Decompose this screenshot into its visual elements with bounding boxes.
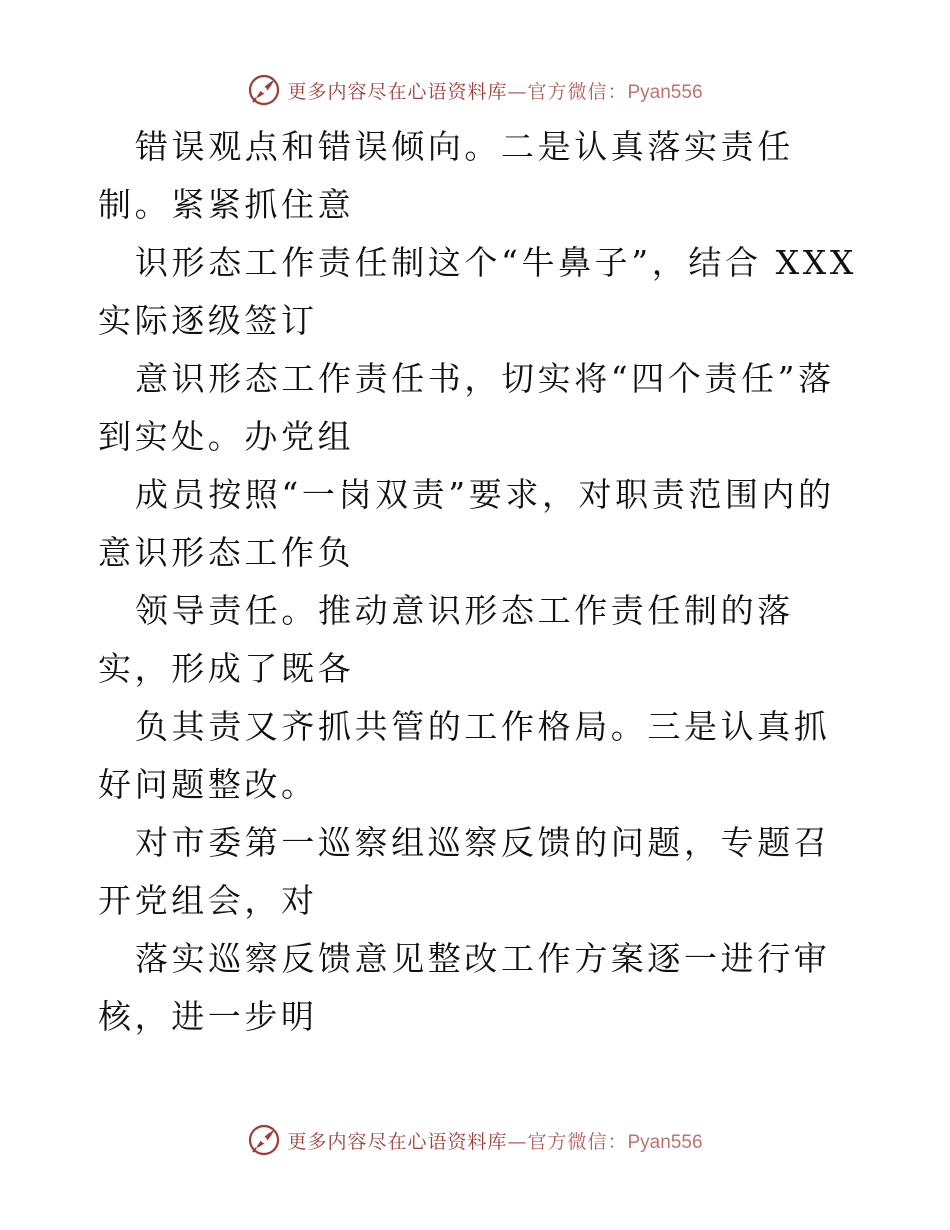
- footer-contact-label: 官方微信：: [527, 1130, 628, 1153]
- document-body: [98, 118, 858, 1046]
- paragraph: 落实巡察反馈意见整改工作方案逐一进行审核，进一步明: [98, 939, 831, 1036]
- quill-logo-icon: [247, 1123, 281, 1157]
- paragraph: 领导责任。推动意识形态工作责任制的落实，形成了既各: [98, 591, 794, 688]
- paragraph: 对市委第一巡察组巡察反馈的问题，专题召开党组会，对: [98, 823, 831, 920]
- footer-brand: 更多内容尽在心语资料库: [287, 1130, 508, 1153]
- header-contact-label: 官方微信：: [527, 80, 628, 103]
- footer-separator: —: [507, 1130, 528, 1153]
- header-banner: [0, 70, 950, 110]
- header-separator: —: [507, 80, 528, 103]
- paragraph: 成员按照“一岗双责”要求，对职责范围内的意识形态工作负: [98, 475, 835, 572]
- paragraph: 错误观点和错误倾向。二是认真落实责任制。紧紧抓住意: [98, 127, 794, 224]
- paragraph: 意识形态工作责任书，切实将“四个责任”落到实处。办党组: [98, 359, 835, 456]
- footer-contact-id: Pyan556: [627, 1131, 703, 1153]
- quill-logo-icon: [247, 73, 281, 107]
- header-contact-id: Pyan556: [627, 81, 703, 103]
- paragraph: 识形态工作责任制这个“牛鼻子”，结合 XXX 实际逐级签订: [98, 243, 857, 340]
- paragraph: 负其责又齐抓共管的工作格局。三是认真抓好问题整改。: [98, 707, 831, 804]
- footer-banner: [0, 1120, 950, 1160]
- header-brand: 更多内容尽在心语资料库: [287, 80, 508, 103]
